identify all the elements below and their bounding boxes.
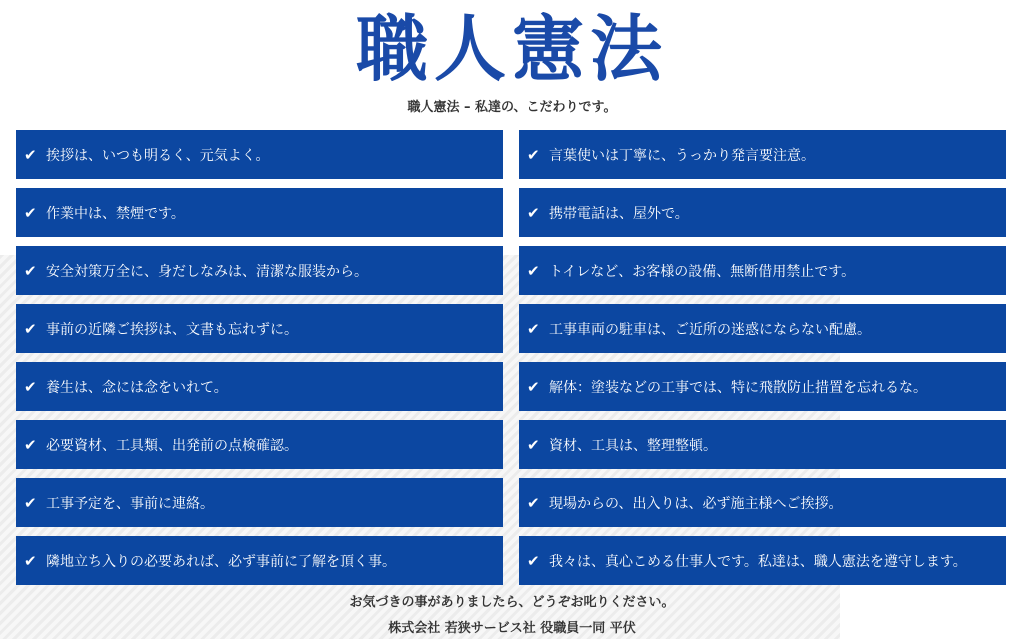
- rule-item: [519, 362, 1006, 411]
- rule-text: トイレなど、お客様の設備、無断借用禁止です。: [549, 263, 856, 280]
- check-icon: ✔: [24, 377, 37, 396]
- footer-note: お気づきの事がありましたら、どうぞお叱りください。: [349, 595, 675, 610]
- check-icon: ✔: [527, 493, 540, 512]
- page-title: 職人憲法: [355, 6, 668, 91]
- check-icon: ✔: [24, 319, 37, 338]
- rule-item: [519, 130, 1006, 179]
- rule-item: [519, 420, 1006, 469]
- check-icon: ✔: [527, 435, 540, 454]
- rule-item: [16, 304, 503, 353]
- check-icon: ✔: [527, 203, 540, 222]
- rule-text: 安全対策万全に、身だしなみは、清潔な服装から。: [46, 263, 368, 280]
- rule-text: 資材、工具は、整理整頓。: [549, 437, 717, 454]
- rule-item: [16, 420, 503, 469]
- rule-item: [16, 130, 503, 179]
- rule-item: [16, 536, 503, 585]
- rule-text: 言葉使いは丁寧に、うっかり発言要注意。: [549, 147, 815, 164]
- rule-item: [16, 188, 503, 237]
- check-icon: ✔: [24, 261, 37, 280]
- footer-company: 株式会社 若狭サービス社 役職員一同 平伏: [388, 621, 636, 636]
- rule-item: [16, 478, 503, 527]
- rule-item: [519, 304, 1006, 353]
- check-icon: ✔: [24, 145, 37, 164]
- rule-item: [16, 246, 503, 295]
- rule-text: 工事予定を、事前に連絡。: [46, 495, 214, 512]
- rules-grid: [16, 130, 1006, 585]
- check-icon: ✔: [527, 145, 540, 164]
- rule-text: 工事車両の駐車は、ご近所の迷惑にならない配慮。: [549, 321, 871, 338]
- rule-text: 携帯電話は、屋外で。: [549, 205, 689, 222]
- rule-text: 隣地立ち入りの必要あれば、必ず事前に了解を頂く事。: [46, 553, 396, 570]
- rule-item: [519, 536, 1006, 585]
- rule-text: 現場からの、出入りは、必ず施主様へご挨拶。: [549, 495, 843, 512]
- rule-text: 解体：塗装などの工事では、特に飛散防止措置を忘れるな。: [549, 379, 927, 396]
- rule-text: 挨拶は、いつも明るく、元気よく。: [46, 147, 270, 164]
- check-icon: ✔: [24, 493, 37, 512]
- page-subtitle: 職人憲法 – 私達の、こだわりです。: [407, 100, 617, 115]
- check-icon: ✔: [527, 319, 540, 338]
- check-icon: ✔: [24, 203, 37, 222]
- rule-text: 必要資材、工具類、出発前の点検確認。: [46, 437, 298, 454]
- rule-item: [519, 246, 1006, 295]
- check-icon: ✔: [24, 551, 37, 570]
- check-icon: ✔: [24, 435, 37, 454]
- rule-text: 我々は、真心こめる仕事人です。私達は、職人憲法を遵守します。: [549, 553, 967, 570]
- rule-text: 事前の近隣ご挨拶は、文書も忘れずに。: [46, 321, 298, 338]
- check-icon: ✔: [527, 377, 540, 396]
- rule-text: 作業中は、禁煙です。: [46, 205, 185, 222]
- check-icon: ✔: [527, 261, 540, 280]
- rule-item: [519, 478, 1006, 527]
- rule-text: 養生は、念には念をいれて。: [46, 379, 228, 396]
- rule-item: [16, 362, 503, 411]
- rule-item: [519, 188, 1006, 237]
- check-icon: ✔: [527, 551, 540, 570]
